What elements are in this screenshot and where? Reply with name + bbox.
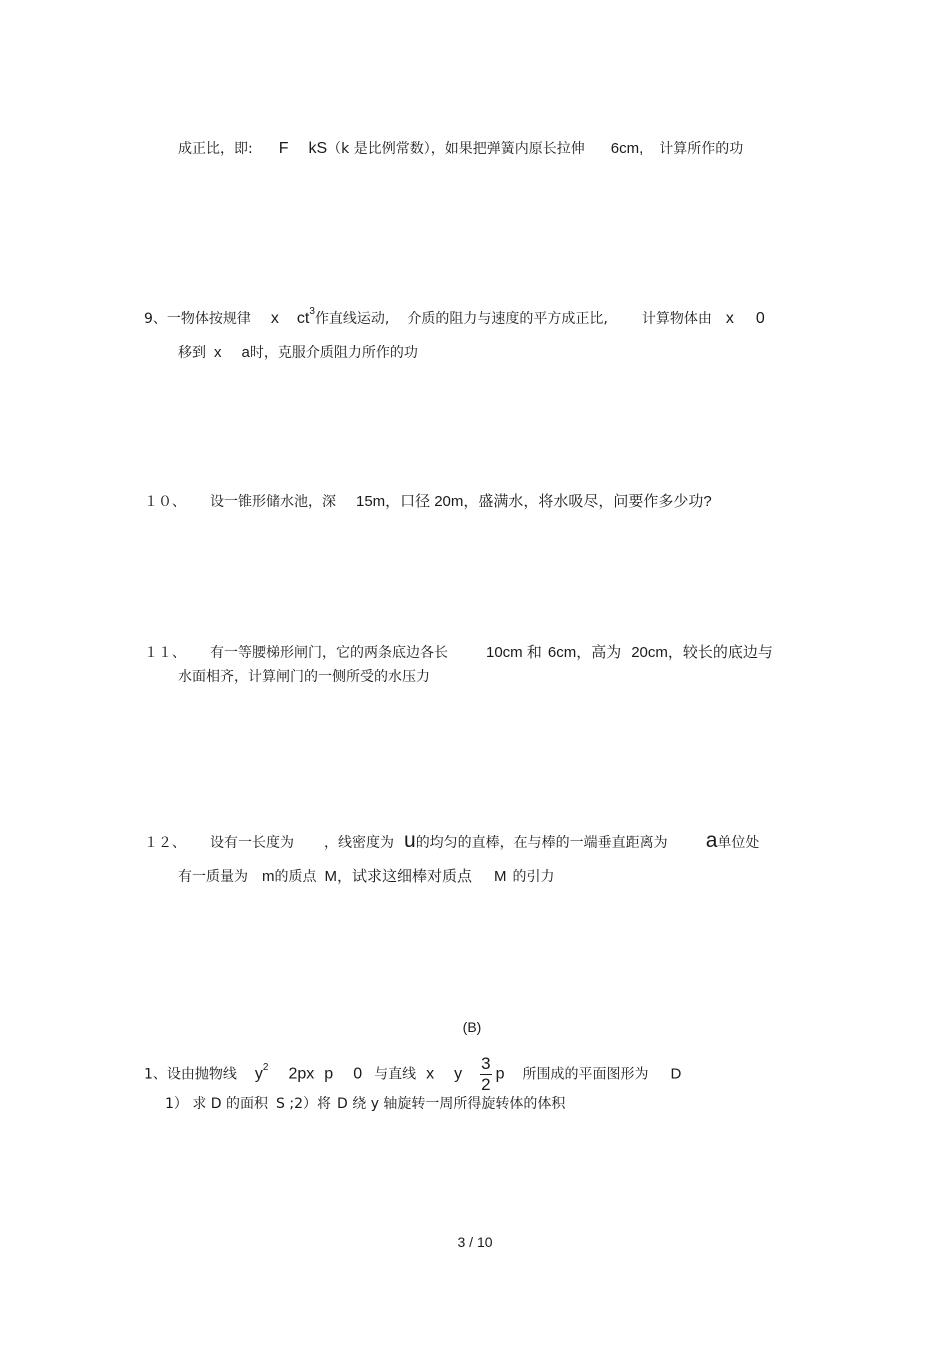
- problem-b1-line-2: [165, 1094, 565, 1114]
- problem-12-line-1: [144, 831, 759, 853]
- problem-10: [144, 492, 712, 512]
- math-M: M，试求这细棒对质点: [324, 868, 472, 885]
- fraction-numerator: 3: [481, 1054, 491, 1073]
- problem-12-line-2: [178, 867, 555, 887]
- math-15m: 15m，口径: [356, 493, 431, 510]
- text: ，线密度为: [324, 835, 394, 851]
- math-ct: ct: [296, 310, 310, 327]
- text: 计算物体由: [641, 311, 712, 327]
- text: 水面相齐，计算闸门的一侧所受的水压力: [178, 669, 430, 685]
- problem-b1-line-1: [144, 1054, 681, 1095]
- math-y: y: [254, 1065, 263, 1083]
- text: 设一锥形储水池，深: [210, 494, 336, 510]
- math-u: u: [404, 829, 416, 852]
- text: 时，克服介质阻力所作的功: [249, 345, 418, 361]
- text: 介质的阻力与速度的平方成正比,: [407, 311, 608, 327]
- text: 计算所作的功: [659, 141, 744, 157]
- text: 作直线运动,: [314, 311, 390, 327]
- text: 单位处: [717, 835, 760, 851]
- math-M: M: [494, 868, 507, 885]
- text: 与直线: [374, 1066, 417, 1083]
- text: 设有一长度为: [210, 835, 294, 851]
- math-y: y: [454, 1065, 463, 1083]
- math-p: p: [495, 1065, 505, 1083]
- text: 成正比，即:: [178, 141, 253, 157]
- math-D: D: [670, 1065, 682, 1083]
- problem-number: １２、: [144, 835, 186, 851]
- problem-9-line-1: [144, 306, 765, 331]
- text: 的质点: [274, 869, 317, 885]
- math-x: x: [214, 344, 222, 361]
- math-0: 0: [353, 1065, 363, 1083]
- page-number: 3 / 10: [457, 1234, 493, 1250]
- math-a: a: [705, 829, 718, 852]
- problem-8-continuation: [178, 139, 743, 159]
- problem-number: 1、: [144, 1066, 167, 1083]
- section-b-heading: (B): [462, 1019, 482, 1035]
- text: 所围成的平面图形为: [522, 1066, 649, 1083]
- math-x: x: [426, 1065, 435, 1083]
- math-m: m: [262, 868, 275, 885]
- math-F: F: [278, 140, 289, 157]
- text: D 绕 y 轴旋转一周所得旋转体的体积: [337, 1096, 566, 1112]
- math-p: p: [324, 1065, 334, 1083]
- math-6cm: 6cm，高为: [547, 644, 622, 661]
- fraction-3-2: [480, 1054, 491, 1095]
- problem-9-line-2: [178, 343, 418, 363]
- text: S ;2）将: [276, 1096, 332, 1112]
- text: 一物体按规律: [166, 311, 251, 327]
- text: 有一质量为: [178, 869, 248, 885]
- math-2px: 2px: [288, 1065, 315, 1083]
- text: 移到: [178, 345, 206, 361]
- text: 设由抛物线: [166, 1066, 237, 1083]
- math-20cm: 20cm，较长的底边与: [631, 644, 773, 661]
- text: 的均匀的直棒，在与棒的一端垂直距离为: [415, 835, 668, 851]
- problem-number: １０、: [144, 494, 186, 510]
- text: 的引力: [512, 869, 555, 885]
- problem-number: １１、: [144, 645, 186, 661]
- math-x: x: [725, 310, 734, 327]
- superscript: 3: [309, 306, 315, 317]
- math-a: a: [241, 344, 250, 361]
- math-0: 0: [755, 310, 765, 327]
- problem-11-line-2: [178, 667, 430, 687]
- math-6cm: 6cm,: [610, 140, 644, 157]
- math-10cm: 10cm 和: [486, 644, 542, 661]
- math-20m: 20m，盛满水，将水吸尽，问要作多少功?: [434, 493, 712, 510]
- problem-number: 9、: [144, 311, 167, 327]
- math-kS: kS: [308, 140, 328, 157]
- fraction-denominator: 2: [481, 1075, 491, 1094]
- problem-11-line-1: [144, 643, 773, 663]
- text: （k 是比例常数），如果把弹簧内原长拉伸: [327, 141, 585, 157]
- text: 1） 求 D 的面积: [165, 1096, 269, 1112]
- math-x: x: [270, 310, 279, 327]
- text: 有一等腰梯形闸门，它的两条底边各长: [210, 645, 448, 661]
- superscript: 2: [262, 1061, 269, 1073]
